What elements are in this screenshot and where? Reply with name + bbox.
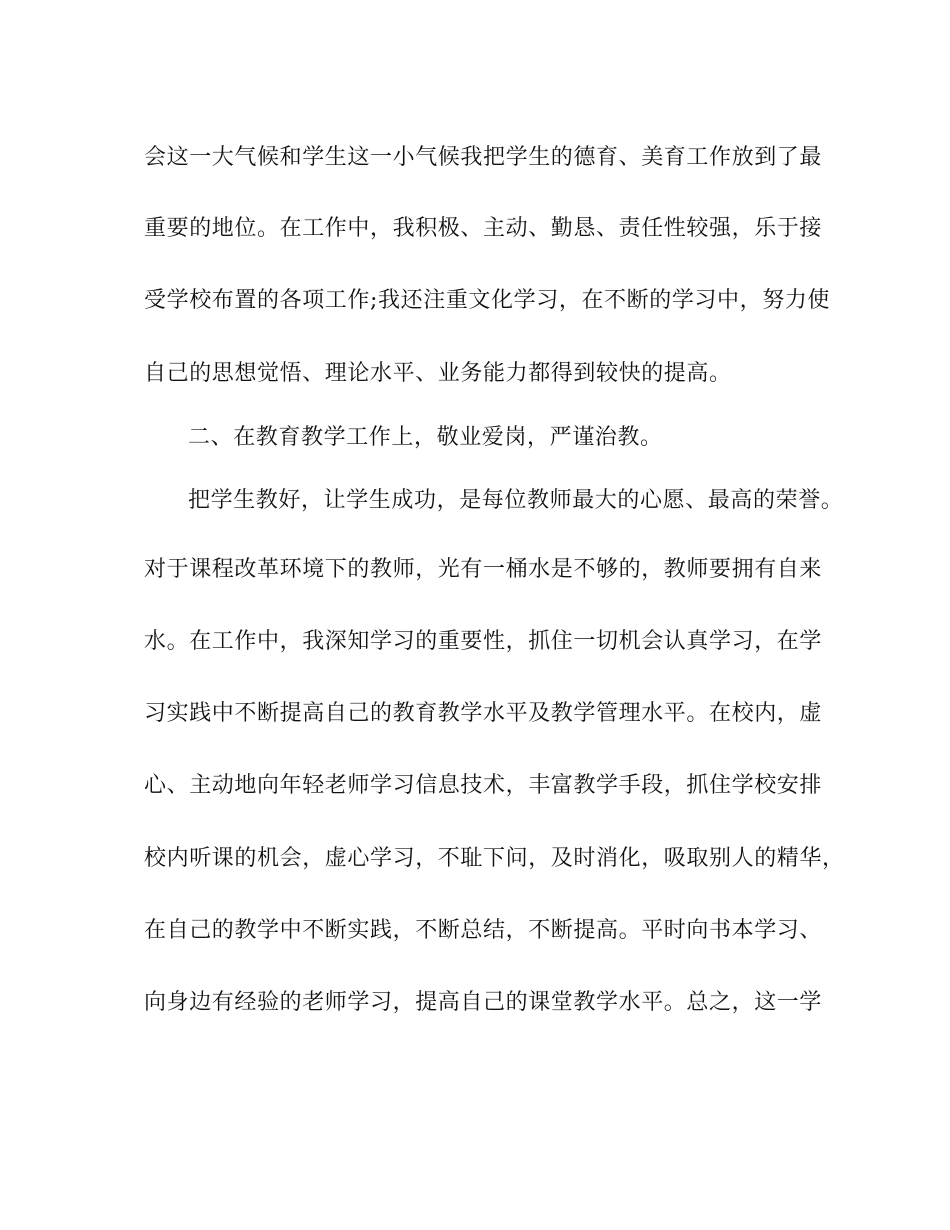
paragraph-line: 校内听课的机会，虚心学习，不耻下问，及时消化，吸取别人的精华， (144, 846, 845, 871)
paragraph-line: 重要的地位。在工作中，我积极、主动、勤恳、责任性较强，乐于接 (144, 216, 823, 241)
paragraph-line: 心、主动地向年轻老师学习信息技术，丰富教学手段，抓住学校安排 (144, 773, 823, 798)
paragraph-line: 自己的思想觉悟、理论水平、业务能力都得到较快的提高。 (144, 361, 732, 386)
paragraph-line: 在自己的教学中不断实践，不断总结，不断提高。平时向书本学习、 (144, 918, 823, 943)
section-heading: 二、在教育教学工作上，敬业爱岗，严谨治教。 (188, 425, 663, 450)
paragraph-line: 受学校布置的各项工作;我还注重文化学习，在不断的学习中，努力使 (144, 288, 831, 313)
paragraph-line: 习实践中不断提高自己的教育教学水平及教学管理水平。在校内，虚 (144, 701, 823, 726)
paragraph-line: 会这一大气候和学生这一小气候我把学生的德育、美育工作放到了最 (144, 145, 823, 170)
paragraph-line: 把学生教好，让学生成功，是每位教师最大的心愿、最高的荣誉。 (188, 488, 844, 513)
paragraph-line: 向身边有经验的老师学习，提高自己的课堂教学水平。总之，这一学 (144, 990, 823, 1015)
paragraph-line: 水。在工作中，我深知学习的重要性，抓住一切机会认真学习，在学 (144, 629, 823, 654)
paragraph-line: 对于课程改革环境下的教师，光有一桶水是不够的，教师要拥有自来 (144, 557, 823, 582)
